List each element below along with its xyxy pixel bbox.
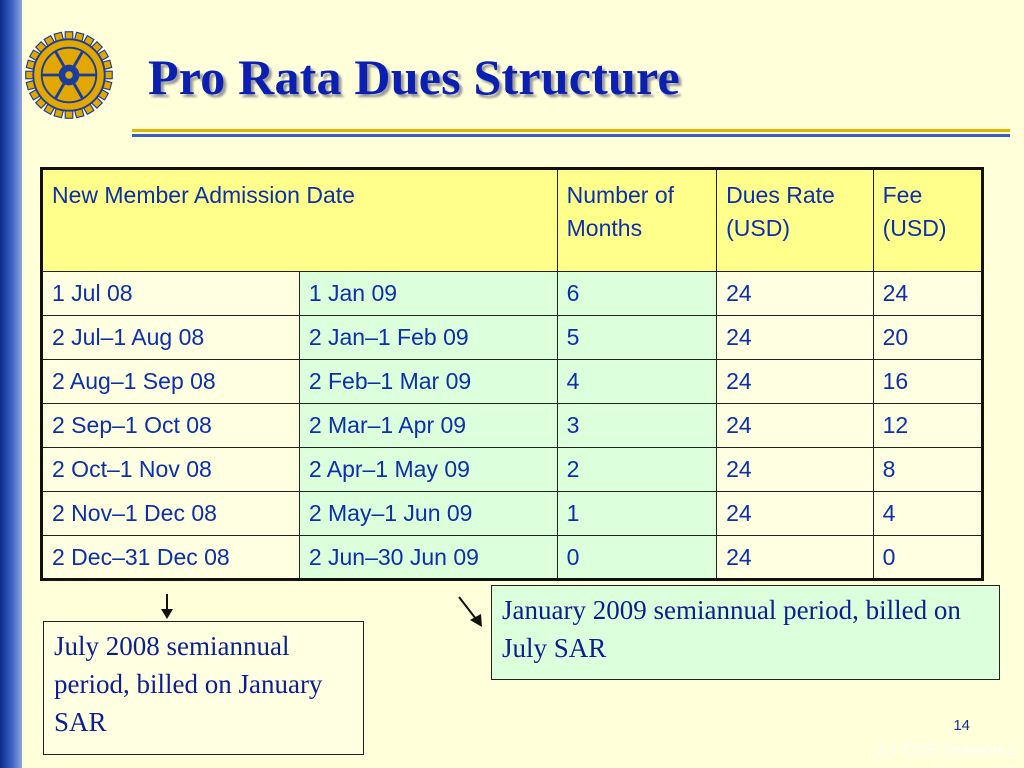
- cell-january-period: 2 Apr–1 May 09: [299, 448, 557, 492]
- cell-fee: 24: [873, 272, 982, 316]
- header-fee: Fee (USD): [873, 169, 982, 272]
- cell-dues-rate: 24: [717, 448, 873, 492]
- table-row: [42, 272, 983, 316]
- cell-july-period: 2 Nov–1 Dec 08: [42, 492, 300, 536]
- table-row: [42, 448, 983, 492]
- cell-july-period: 1 Jul 08: [42, 272, 300, 316]
- rotary-wheel-logo: [22, 28, 116, 122]
- cell-january-period: 2 Feb–1 Mar 09: [299, 360, 557, 404]
- arrow-january: [459, 597, 482, 627]
- cell-january-period: 2 Mar–1 Apr 09: [299, 404, 557, 448]
- callout-july-period: July 2008 semiannual period, billed on January SAR: [43, 621, 364, 755]
- cell-july-period: 2 Dec–31 Dec 08: [42, 536, 300, 580]
- cell-dues-rate: 24: [717, 316, 873, 360]
- page-number: 14: [953, 717, 970, 734]
- table-row: [42, 536, 983, 580]
- cell-fee: 20: [873, 316, 982, 360]
- title-divider-blue: [132, 134, 1010, 137]
- cell-july-period: 2 Jul–1 Aug 08: [42, 316, 300, 360]
- dues-table: [40, 167, 984, 581]
- table-row: [42, 316, 983, 360]
- title-divider-gold: [132, 129, 1010, 132]
- cell-july-period: 2 Oct–1 Nov 08: [42, 448, 300, 492]
- table-row: [42, 360, 983, 404]
- callout-january-period: January 2009 semiannual period, billed on July SAR: [491, 585, 1000, 680]
- table-row: [42, 404, 983, 448]
- header-admission-date: New Member Admission Date: [42, 169, 558, 272]
- cell-months: 2: [557, 448, 717, 492]
- cell-july-period: 2 Sep–1 Oct 08: [42, 404, 300, 448]
- page-title: Pro Rata Dues Structure: [148, 49, 680, 105]
- cell-months: 1: [557, 492, 717, 536]
- cell-dues-rate: 24: [717, 360, 873, 404]
- cell-january-period: 2 May–1 Jun 09: [299, 492, 557, 536]
- cell-fee: 12: [873, 404, 982, 448]
- cell-dues-rate: 24: [717, 492, 873, 536]
- cell-months: 6: [557, 272, 717, 316]
- cell-january-period: 2 Jan–1 Feb 09: [299, 316, 557, 360]
- cell-fee: 16: [873, 360, 982, 404]
- header-months: Number of Months: [557, 169, 717, 272]
- cell-january-period: 2 Jun–30 Jun 09: [299, 536, 557, 580]
- cell-dues-rate: 24: [717, 536, 873, 580]
- left-accent-bar: [0, 0, 22, 768]
- table-header-row: [42, 169, 983, 272]
- footer-session-label: 2.1 CDS Session 2: [876, 742, 1016, 759]
- cell-months: 0: [557, 536, 717, 580]
- arrow-july: [161, 594, 173, 619]
- cell-dues-rate: 24: [717, 272, 873, 316]
- table-row: [42, 492, 983, 536]
- cell-months: 5: [557, 316, 717, 360]
- cell-fee: 8: [873, 448, 982, 492]
- cell-months: 4: [557, 360, 717, 404]
- cell-fee: 4: [873, 492, 982, 536]
- cell-dues-rate: 24: [717, 404, 873, 448]
- cell-months: 3: [557, 404, 717, 448]
- header-dues-rate: Dues Rate (USD): [717, 169, 873, 272]
- cell-january-period: 1 Jan 09: [299, 272, 557, 316]
- cell-fee: 0: [873, 536, 982, 580]
- cell-july-period: 2 Aug–1 Sep 08: [42, 360, 300, 404]
